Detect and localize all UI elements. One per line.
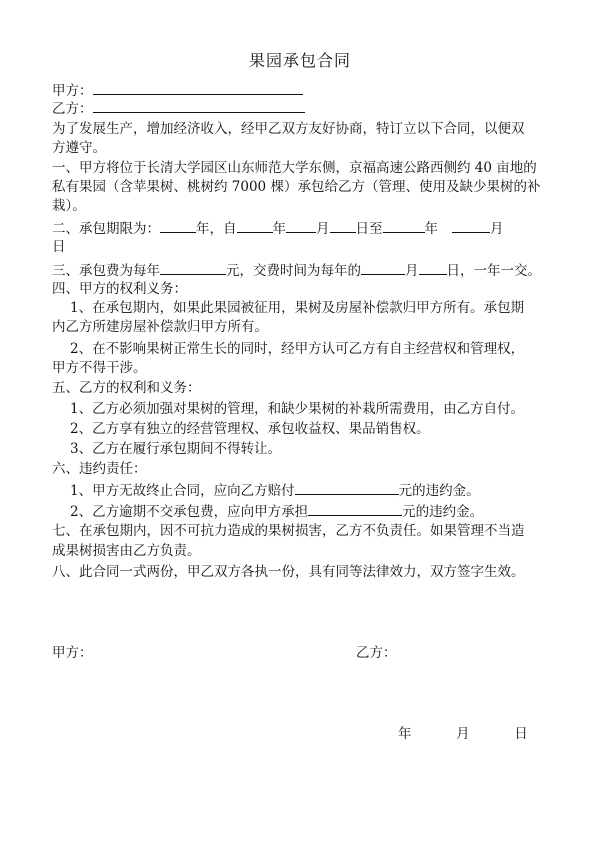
clause-5-item-2: 2、乙方享有独立的经营管理权、承包收益权、果品销售权。 bbox=[70, 421, 430, 437]
clause-3-line bbox=[52, 260, 552, 281]
clause-3-prefix: 三、承包费为每年 bbox=[52, 263, 160, 279]
preamble-line-1: 为了发展生产，增加经济收入，经甲乙双方友好协商，特订立以下合同，以便双 bbox=[52, 121, 525, 137]
date-day-label: 日 bbox=[514, 726, 528, 742]
clause-4-item-1-line-1: 1、在承包期内，如果此果园被征用，果树及房屋补偿款归甲方所有。承包期 bbox=[70, 300, 525, 316]
annual-fee-blank bbox=[160, 260, 226, 275]
start-year-blank bbox=[237, 218, 273, 233]
start-day-blank bbox=[330, 218, 356, 233]
party-a-blank bbox=[93, 80, 303, 95]
clause-5-item-1: 1、乙方必须加强对果树的管理，和缺少果树的补栽所需费用，由乙方自付。 bbox=[70, 401, 525, 417]
party-b-blank bbox=[93, 98, 305, 113]
clause-5-item-3: 3、乙方在履行承包期间不得转让。 bbox=[70, 441, 282, 457]
clause-6-title: 六、违约责任： bbox=[52, 461, 147, 477]
payment-month-blank bbox=[361, 260, 405, 275]
party-b-label: 乙方： bbox=[52, 101, 93, 117]
clause-6-item-2 bbox=[70, 501, 570, 522]
clause-2-text-6: 月 bbox=[490, 221, 504, 237]
clause-1-line-3: 栽）。 bbox=[52, 198, 86, 214]
preamble-line-2: 方遵守。 bbox=[52, 140, 106, 156]
clause-2-text-3: 月 bbox=[316, 221, 330, 237]
clause-1-line-2: 私有果园（含苹果树、桃树约 7000 棵）承包给乙方（管理、使用及缺少果树的补 bbox=[52, 179, 541, 195]
clause-5-title: 五、乙方的权利和义务： bbox=[52, 380, 201, 396]
clause-6-item-1-suffix: 元的违约金。 bbox=[398, 483, 480, 499]
clause-2-line-2: 日 bbox=[52, 239, 66, 255]
clause-3-text-1: 元，交费时间为每年的 bbox=[226, 263, 361, 279]
clause-2-text-2: 年 bbox=[272, 221, 286, 237]
payment-day-blank bbox=[419, 260, 447, 275]
clause-4-item-2-line-2: 甲方不得干涉。 bbox=[52, 360, 147, 376]
signature-party-b: 乙方： bbox=[356, 645, 397, 661]
clause-2-line-1 bbox=[52, 218, 552, 239]
party-b-field bbox=[52, 98, 552, 119]
start-month-blank bbox=[286, 218, 316, 233]
clause-1-line-1: 一、甲方将位于长清大学园区山东师范大学东侧，京福高速公路西侧约 40 亩地的 bbox=[52, 160, 537, 176]
term-years-blank bbox=[160, 218, 196, 233]
date-month-label: 月 bbox=[456, 726, 470, 742]
clause-2-text-4: 日至 bbox=[355, 221, 383, 237]
clause-2-text-1: 年，自 bbox=[196, 221, 237, 237]
clause-7-line-1: 七、在承包期内，因不可抗力造成的果树损害，乙方不负责任。如果管理不当造 bbox=[52, 523, 525, 539]
clause-3-text-3: 日，一年一交。 bbox=[446, 263, 541, 279]
signature-date bbox=[398, 722, 528, 742]
clause-2-text-5: 年 bbox=[424, 221, 438, 237]
clause-6-item-1 bbox=[70, 480, 570, 501]
clause-6-item-2-prefix: 2、乙方逾期不交承包费，应向甲方承担 bbox=[70, 504, 309, 520]
end-month-blank bbox=[452, 218, 490, 233]
end-year-blank bbox=[383, 218, 425, 233]
clause-2-prefix: 二、承包期限为： bbox=[52, 221, 160, 237]
clause-4-item-2-line-1: 2、在不影响果树正常生长的同时，经甲方认可乙方有自主经营权和管理权， bbox=[70, 341, 525, 357]
date-year-label: 年 bbox=[398, 726, 412, 742]
clause-6-item-1-prefix: 1、甲方无故终止合同，应向乙方赔付 bbox=[70, 483, 295, 499]
document-title: 果园承包合同 bbox=[248, 51, 351, 70]
clause-6-item-2-suffix: 元的违约金。 bbox=[402, 504, 484, 520]
clause-4-item-1-line-2: 内乙方所建房屋补偿款归甲方所有。 bbox=[52, 319, 268, 335]
compensation-amount-blank bbox=[295, 480, 399, 495]
party-a-label: 甲方： bbox=[52, 83, 93, 99]
penalty-amount-blank bbox=[308, 501, 402, 516]
clause-7-line-2: 成果树损害由乙方负责。 bbox=[52, 543, 201, 559]
clause-3-text-2: 月 bbox=[405, 263, 419, 279]
clause-4-title: 四、甲方的权利义务： bbox=[52, 281, 187, 297]
clause-8-line: 八、此合同一式两份，甲乙双方各执一份，具有同等法律效力，双方签字生效。 bbox=[52, 564, 525, 580]
signature-party-a: 甲方： bbox=[52, 645, 93, 661]
